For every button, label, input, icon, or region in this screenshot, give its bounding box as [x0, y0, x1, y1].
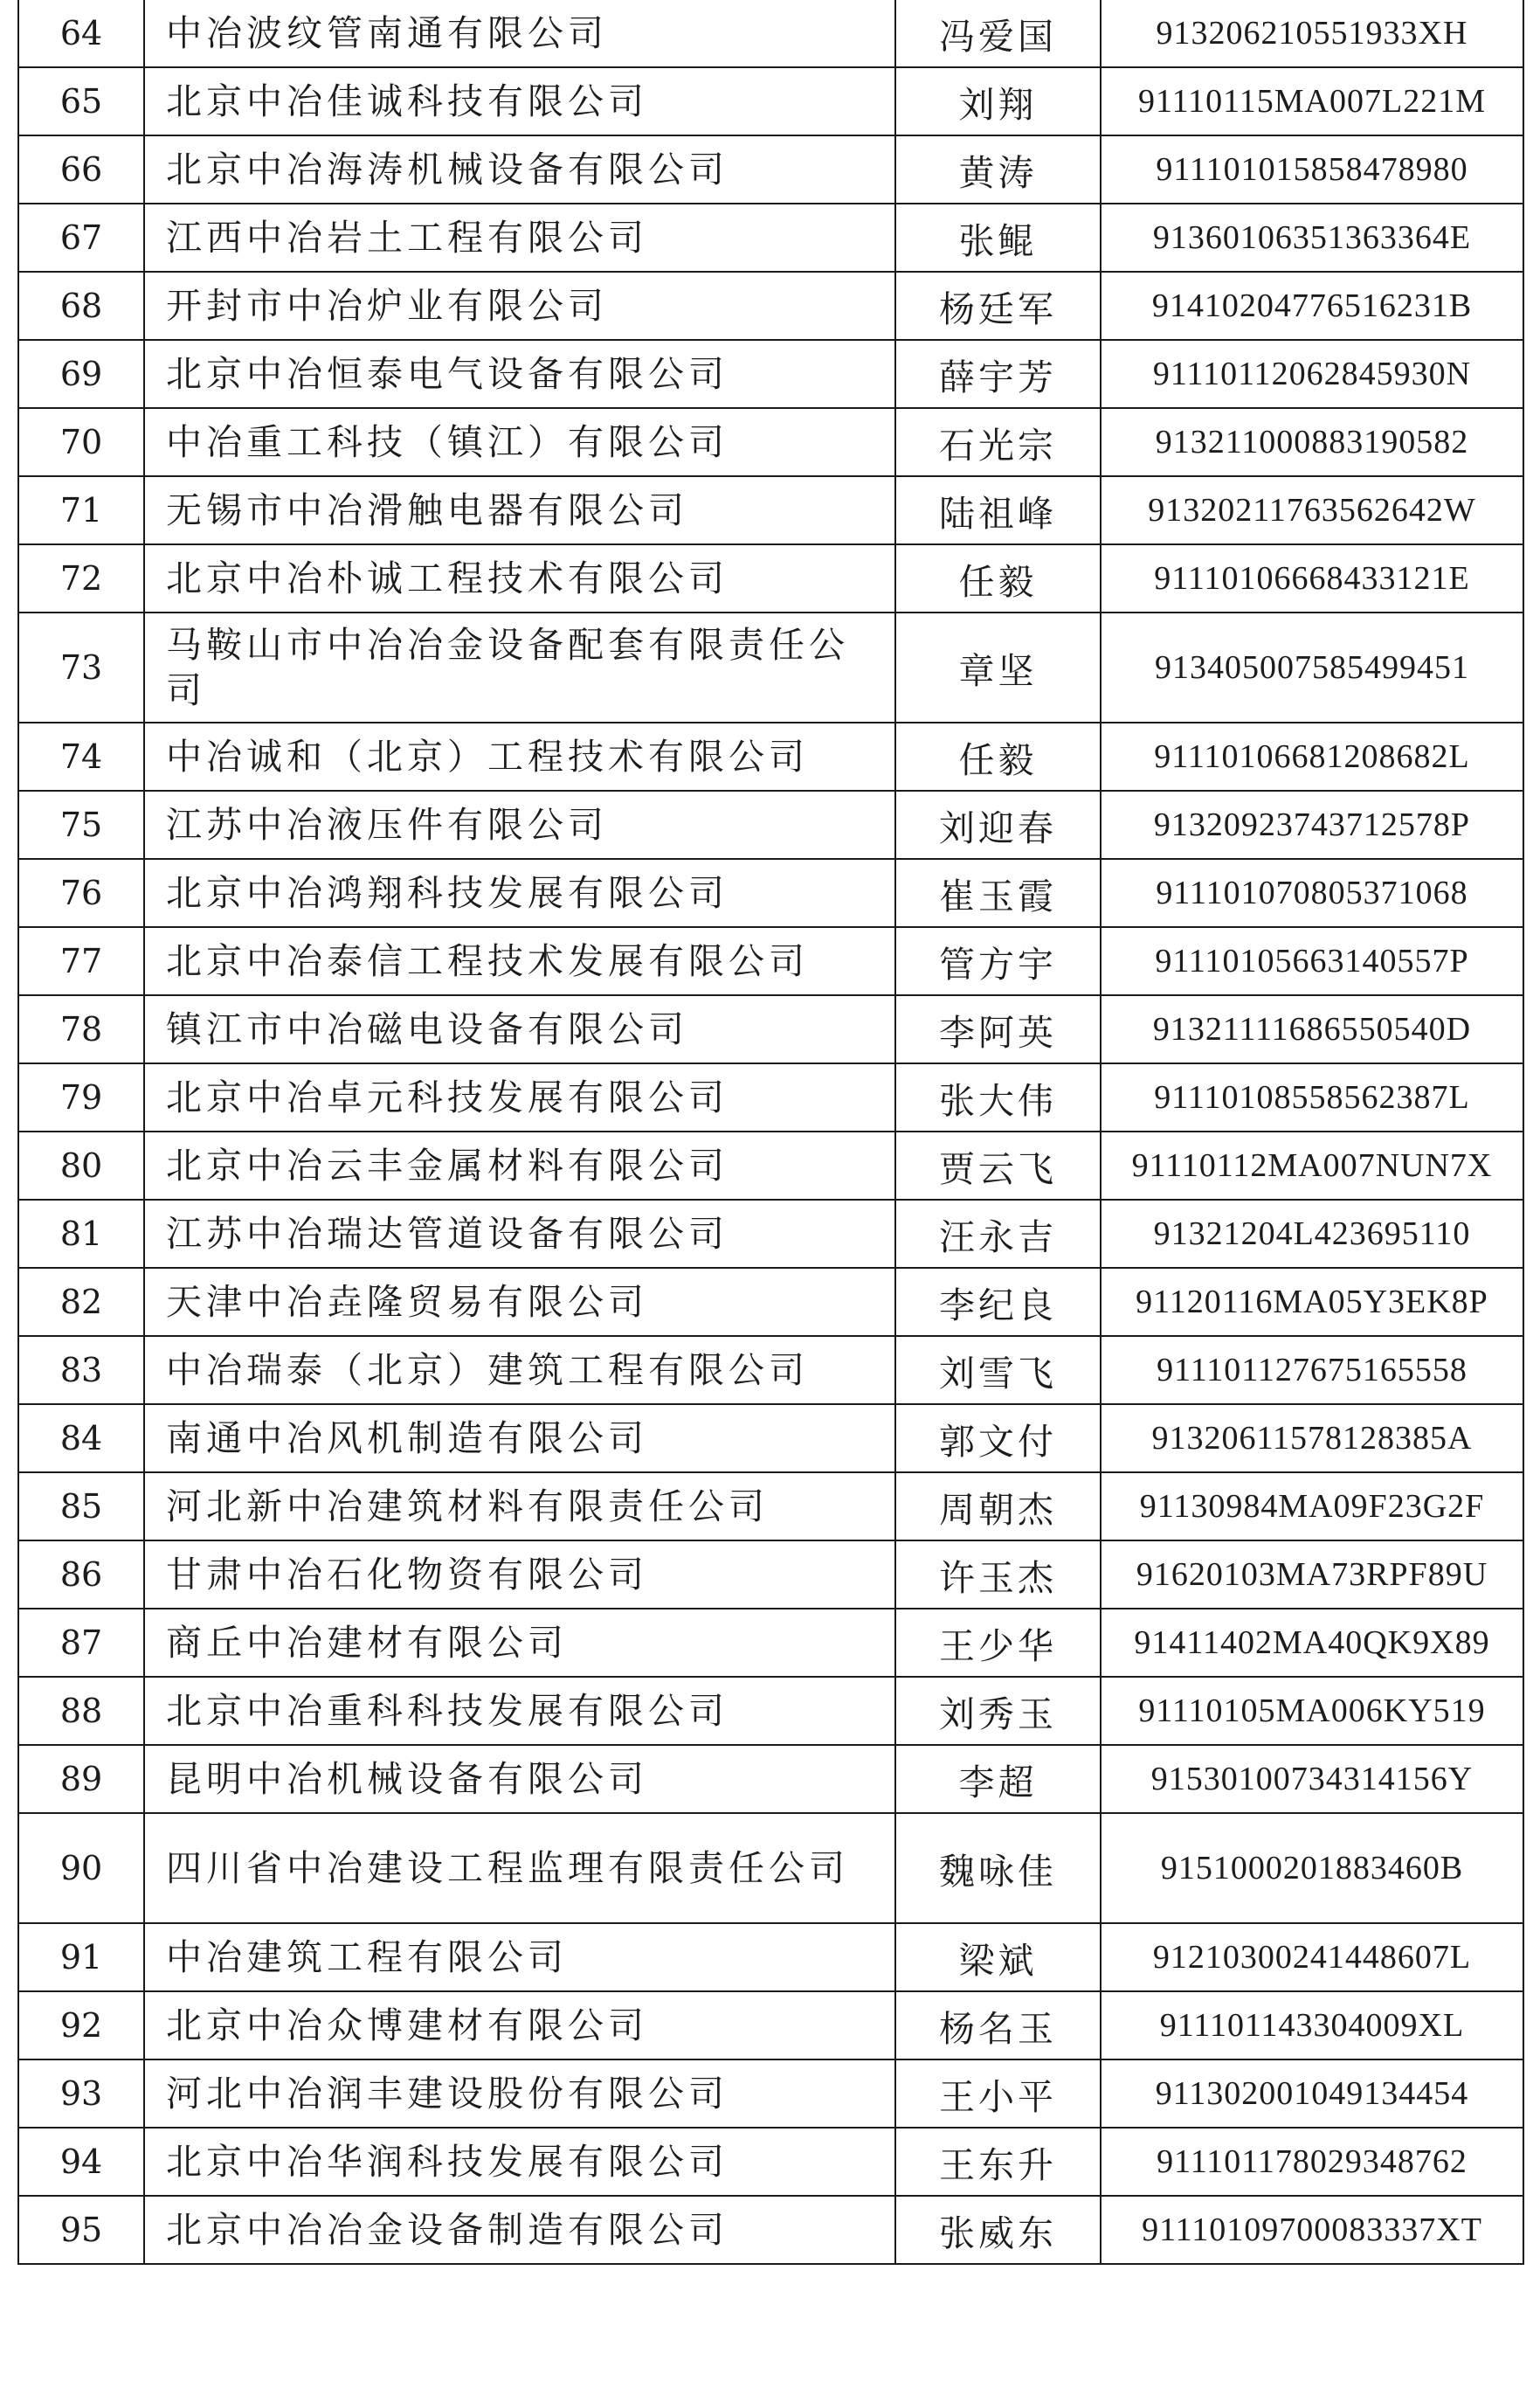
credit-code: 91120116MA05Y3EK8P [1101, 1268, 1523, 1336]
legal-representative: 薛宇芳 [895, 340, 1101, 408]
row-number: 64 [18, 0, 144, 67]
legal-representative: 郭文付 [895, 1404, 1101, 1472]
legal-representative: 刘秀玉 [895, 1677, 1101, 1745]
row-number: 73 [18, 613, 144, 723]
row-number: 81 [18, 1200, 144, 1268]
table-row [18, 204, 1523, 272]
table-row [18, 0, 1523, 67]
credit-code: 91110109700083337XT [1101, 2196, 1523, 2264]
company-name: 北京中冶泰信工程技术发展有限公司 [144, 927, 895, 995]
credit-code: 91110106668433121E [1101, 544, 1523, 613]
row-number: 72 [18, 544, 144, 613]
row-number: 89 [18, 1745, 144, 1813]
company-name: 中冶诚和（北京）工程技术有限公司 [144, 723, 895, 791]
table-row [18, 2128, 1523, 2196]
table-row [18, 613, 1523, 723]
legal-representative: 任毅 [895, 544, 1101, 613]
company-name: 四川省中冶建设工程监理有限责任公司 [144, 1813, 895, 1923]
legal-representative: 张威东 [895, 2196, 1101, 2264]
table-row [18, 67, 1523, 135]
row-number: 76 [18, 859, 144, 927]
table-row [18, 1813, 1523, 1923]
credit-code: 911101127675165558 [1101, 1336, 1523, 1404]
credit-code: 913206210551933XH [1101, 0, 1523, 67]
credit-code: 911302001049134454 [1101, 2059, 1523, 2128]
legal-representative: 杨廷军 [895, 272, 1101, 340]
company-name: 江苏中冶瑞达管道设备有限公司 [144, 1200, 895, 1268]
row-number: 82 [18, 1268, 144, 1336]
company-name: 中冶建筑工程有限公司 [144, 1923, 895, 1991]
legal-representative: 张鲲 [895, 204, 1101, 272]
legal-representative: 魏咏佳 [895, 1813, 1101, 1923]
row-number: 71 [18, 476, 144, 544]
row-number: 65 [18, 67, 144, 135]
credit-code: 911101070805371068 [1101, 859, 1523, 927]
credit-code: 91530100734314156Y [1101, 1745, 1523, 1813]
company-name: 江西中冶岩土工程有限公司 [144, 204, 895, 272]
row-number: 90 [18, 1813, 144, 1923]
credit-code: 91110112062845930N [1101, 340, 1523, 408]
legal-representative: 李超 [895, 1745, 1101, 1813]
company-name: 镇江市中冶磁电设备有限公司 [144, 995, 895, 1063]
table-row [18, 1268, 1523, 1336]
row-number: 85 [18, 1472, 144, 1540]
legal-representative: 王小平 [895, 2059, 1101, 2128]
credit-code: 91320611578128385A [1101, 1404, 1523, 1472]
legal-representative: 梁斌 [895, 1923, 1101, 1991]
table-row [18, 1540, 1523, 1609]
legal-representative: 张大伟 [895, 1063, 1101, 1132]
row-number: 78 [18, 995, 144, 1063]
table-row [18, 1923, 1523, 1991]
company-name: 昆明中冶机械设备有限公司 [144, 1745, 895, 1813]
row-number: 79 [18, 1063, 144, 1132]
legal-representative: 章坚 [895, 613, 1101, 723]
company-name: 北京中冶云丰金属材料有限公司 [144, 1132, 895, 1200]
row-number: 75 [18, 791, 144, 859]
row-number: 66 [18, 135, 144, 204]
credit-code: 91410204776516231B [1101, 272, 1523, 340]
company-name: 江苏中冶液压件有限公司 [144, 791, 895, 859]
row-number: 86 [18, 1540, 144, 1609]
table-row [18, 2059, 1523, 2128]
company-name: 商丘中冶建材有限公司 [144, 1609, 895, 1677]
legal-representative: 崔玉霞 [895, 859, 1101, 927]
company-name: 天津中冶垚隆贸易有限公司 [144, 1268, 895, 1336]
legal-representative: 任毅 [895, 723, 1101, 791]
table-row [18, 1609, 1523, 1677]
credit-code: 91321204L423695110 [1101, 1200, 1523, 1268]
legal-representative: 王少华 [895, 1609, 1101, 1677]
company-name: 北京中冶卓元科技发展有限公司 [144, 1063, 895, 1132]
table-row [18, 340, 1523, 408]
table-row [18, 1745, 1523, 1813]
company-name: 河北新中冶建筑材料有限责任公司 [144, 1472, 895, 1540]
table-row [18, 723, 1523, 791]
legal-representative: 刘迎春 [895, 791, 1101, 859]
company-name: 北京中冶众博建材有限公司 [144, 1991, 895, 2059]
row-number: 83 [18, 1336, 144, 1404]
company-name: 北京中冶朴诚工程技术有限公司 [144, 544, 895, 613]
credit-code: 91110105663140557P [1101, 927, 1523, 995]
row-number: 94 [18, 2128, 144, 2196]
company-name: 北京中冶冶金设备制造有限公司 [144, 2196, 895, 2264]
credit-code: 91110106681208682L [1101, 723, 1523, 791]
credit-code: 91110108558562387L [1101, 1063, 1523, 1132]
row-number: 92 [18, 1991, 144, 2059]
row-number: 84 [18, 1404, 144, 1472]
credit-code: 91110112MA007NUN7X [1101, 1132, 1523, 1200]
company-name: 北京中冶恒泰电气设备有限公司 [144, 340, 895, 408]
table-row [18, 476, 1523, 544]
company-name: 中冶重工科技（镇江）有限公司 [144, 408, 895, 476]
table-row [18, 859, 1523, 927]
table-row [18, 1063, 1523, 1132]
legal-representative: 李纪良 [895, 1268, 1101, 1336]
table-row [18, 2196, 1523, 2264]
row-number: 68 [18, 272, 144, 340]
credit-code: 91321111686550540D [1101, 995, 1523, 1063]
credit-code: 91110115MA007L221M [1101, 67, 1523, 135]
company-name: 北京中冶华润科技发展有限公司 [144, 2128, 895, 2196]
row-number: 74 [18, 723, 144, 791]
legal-representative: 陆祖峰 [895, 476, 1101, 544]
row-number: 87 [18, 1609, 144, 1677]
table-row [18, 791, 1523, 859]
credit-code: 911101015858478980 [1101, 135, 1523, 204]
row-number: 95 [18, 2196, 144, 2264]
credit-code: 913211000883190582 [1101, 408, 1523, 476]
legal-representative: 冯爱国 [895, 0, 1101, 67]
credit-code: 91411402MA40QK9X89 [1101, 1609, 1523, 1677]
credit-code: 91320211763562642W [1101, 476, 1523, 544]
table-body [18, 0, 1523, 2264]
company-name: 开封市中冶炉业有限公司 [144, 272, 895, 340]
row-number: 70 [18, 408, 144, 476]
table-row [18, 272, 1523, 340]
company-name: 无锡市中冶滑触电器有限公司 [144, 476, 895, 544]
company-name: 北京中冶海涛机械设备有限公司 [144, 135, 895, 204]
table-row [18, 1472, 1523, 1540]
legal-representative: 刘翔 [895, 67, 1101, 135]
company-name: 南通中冶风机制造有限公司 [144, 1404, 895, 1472]
legal-representative: 石光宗 [895, 408, 1101, 476]
company-name: 北京中冶鸿翔科技发展有限公司 [144, 859, 895, 927]
credit-code: 9151000201883460B [1101, 1813, 1523, 1923]
company-name: 北京中冶佳诚科技有限公司 [144, 67, 895, 135]
company-name: 甘肃中冶石化物资有限公司 [144, 1540, 895, 1609]
table-row [18, 1404, 1523, 1472]
credit-code: 911101143304009XL [1101, 1991, 1523, 2059]
company-name: 马鞍山市中冶冶金设备配套有限责任公司 [144, 613, 895, 723]
legal-representative: 管方宇 [895, 927, 1101, 995]
row-number: 80 [18, 1132, 144, 1200]
credit-code: 91110105MA006KY519 [1101, 1677, 1523, 1745]
company-name: 中冶波纹管南通有限公司 [144, 0, 895, 67]
company-name: 河北中冶润丰建设股份有限公司 [144, 2059, 895, 2128]
company-name: 中冶瑞泰（北京）建筑工程有限公司 [144, 1336, 895, 1404]
credit-code: 91320923743712578P [1101, 791, 1523, 859]
table-row [18, 1132, 1523, 1200]
table-row [18, 135, 1523, 204]
table-row [18, 1336, 1523, 1404]
company-name: 北京中冶重科科技发展有限公司 [144, 1677, 895, 1745]
row-number: 77 [18, 927, 144, 995]
legal-representative: 贾云飞 [895, 1132, 1101, 1200]
legal-representative: 刘雪飞 [895, 1336, 1101, 1404]
credit-code: 91360106351363364E [1101, 204, 1523, 272]
legal-representative: 王东升 [895, 2128, 1101, 2196]
row-number: 91 [18, 1923, 144, 1991]
row-number: 69 [18, 340, 144, 408]
legal-representative: 周朝杰 [895, 1472, 1101, 1540]
legal-representative: 汪永吉 [895, 1200, 1101, 1268]
credit-code: 913405007585499451 [1101, 613, 1523, 723]
legal-representative: 黄涛 [895, 135, 1101, 204]
legal-representative: 杨名玉 [895, 1991, 1101, 2059]
row-number: 93 [18, 2059, 144, 2128]
legal-representative: 李阿英 [895, 995, 1101, 1063]
row-number: 88 [18, 1677, 144, 1745]
table-row [18, 1677, 1523, 1745]
credit-code: 91210300241448607L [1101, 1923, 1523, 1991]
table-row [18, 544, 1523, 613]
legal-representative: 许玉杰 [895, 1540, 1101, 1609]
credit-code: 911101178029348762 [1101, 2128, 1523, 2196]
table-row [18, 927, 1523, 995]
table-row [18, 1991, 1523, 2059]
table-row [18, 995, 1523, 1063]
row-number: 67 [18, 204, 144, 272]
table-row [18, 408, 1523, 476]
credit-code: 91130984MA09F23G2F [1101, 1472, 1523, 1540]
credit-code: 91620103MA73RPF89U [1101, 1540, 1523, 1609]
company-registry-table [17, 0, 1524, 2265]
table-row [18, 1200, 1523, 1268]
